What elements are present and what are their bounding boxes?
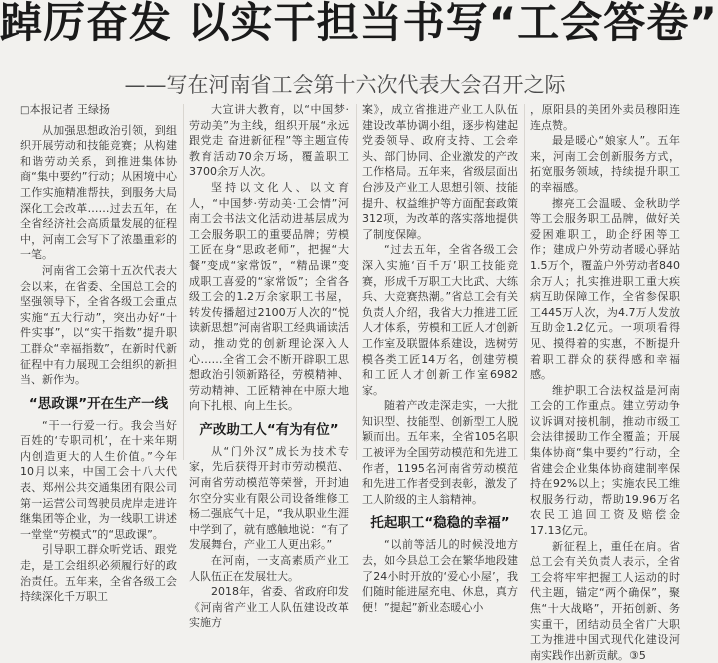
article-column-2 [189, 102, 349, 630]
paragraph: 随着产改走深走实，一大批知识型、技能型、创新型工人脱颖而出。五年来，全省105名职工被评为全国劳动模范和先进工作者，1195名河南省劳动模范和先进工作者受到表彰，激发了工人阶级的主人翁精神。 [362, 399, 518, 506]
paragraph: 2018年，省委、省政府印发《河南省产业工人队伍建设改革实施方 [189, 585, 349, 630]
paragraph: 引导职工群众听党话、跟党走，是工会组织必须履行好的政治责任。五年来，全省各级工会持续深化千万职工 [20, 543, 177, 604]
article-column-3 [362, 102, 518, 614]
section-heading: 产改助工人“有为有位” [199, 421, 339, 438]
paragraph: 案》，成立省推进产业工人队伍建设改革协调小组，逐步构建起党委领导、政府支持、工会牵头、部门协同、企业激发的产改工作格局。五年来，省级层面出台涉及产业工人思想引领、技能提升、权益维护等方面配套政策312项，为改革的落实落地提供了制度保障。 [362, 103, 518, 241]
paragraph: “过去五年，全省各级工会深入实施‘百千万’职工技能竞赛，形成千万职工大比武、大练兵、大竞赛热潮。”省总工会有关负责人介绍，我省大力推进工匠人才体系，劳模和工匠人才创新工作室及联盟体系建设，选树劳模各类工匠14万名，创建劳模和工匠人才创新工作室6982家。 [362, 243, 518, 397]
column-divider [183, 104, 184, 460]
byline-marker: □ [20, 105, 30, 116]
section-heading: “思政课”开在生产一线 [28, 395, 169, 412]
paragraph: 在河南，一支高素质产业工人队伍正在发展壮大。 [189, 554, 349, 583]
article-column-1 [20, 102, 177, 604]
paragraph: 河南省工会第十五次代表大会以来，在省委、全国总工会的坚强领导下，全省各级工会重点实施“五大行动”，突出办好“十件实事”，以“实干指数”提升职工群众“幸福指数”，在新时代新征程中有力展现工会组织的新担当、新作为。 [20, 263, 177, 387]
paragraph: 维护职工合法权益是河南工会的工作重点。建立劳动争议诉调对接机制，推动市级工会法律援助工作全覆盖；开展集体协商“集中要约”行动，全省建会企业集体协商建制率保持在92%以上；实施农民工维权服务行动，帮助19.96万名农民工追回工资及赔偿金17.13亿元。 [530, 383, 680, 538]
headline: 踔厉奋发 以实干担当书写“工会答卷” [0, 0, 718, 47]
column-divider [356, 104, 357, 460]
article-column-4 [530, 102, 680, 662]
paragraph: “干一行爱一行。我会当好百姓的‘专职司机’，在十来年期内创造更大的人生价值。”今年10月以来，中国工会十八大代表、郑州公共交通集团有限公司第一运营公司驾驶员虎岸走进许继集团等企业，为一线职工讲述一堂堂“劳模式”的“思政课”。 [20, 418, 177, 541]
byline-text: 本报记者 王绿扬 [29, 103, 110, 116]
paragraph: “以前等活儿的时候没地方去，如今县总工会在繁华地段建了24小时开放的‘爱心小屋’，我们随时能进屋充电、休息，真方便！”提起”新业态暖心小 [362, 538, 518, 614]
subheadline: ——写在河南省工会第十六次代表大会召开之际 [124, 73, 566, 97]
paragraph: ，原阳县的美团外卖员穆阳连连点赞。 [530, 103, 680, 132]
paragraph: 擦亮工会温暖、金秋助学等工会服务职工品牌，做好关爱困难职工，助企纾困等工作；建成户外劳动者暖心驿站1.5万个，覆盖户外劳动者840余万人；扎实推进职工重大疾病互助保障工作，全省参保职工445万人次，为4.7万人发放互助金1.2亿元。一项项看得见、摸得着的实惠，不断提升着职工群众的获得感和幸福感。 [530, 196, 680, 382]
paragraph: 从加强思想政治引领，到组织开展劳动和技能竞赛；从构建和谐劳动关系，到推进集体协商“集中要约”行动；从困境中心工作实施精准帮扶，到服务大局深化工会改革……过去五年，在全省经济社会高质量发展的征程中，河南工会写下了浓墨重彩的一笔。 [20, 123, 177, 262]
paragraph: 新征程上，重任在肩。省总工会有关负责人表示，全省工会将牢牢把握工人运动的时代主题，锚定“两个确保”，聚焦“十大战略”，开拓创新、务实重干，团结动员全省广大职工为推进中国式现代化建设河南实践作出新贡献。③5 [530, 539, 680, 662]
column-divider [524, 104, 525, 460]
section-heading: 托起职工“稳稳的幸福” [370, 515, 510, 532]
byline [20, 102, 177, 119]
paragraph: 从“门外汉”成长为技术专家，先后获得开封市劳动模范、河南省劳动模范等荣誉，开封迪尔空分实业有限公司设备维修工杨二强底气十足，“我从职业生涯中学到了，就有感触地说：“有了发展舞台，产业工人更出彩。” [189, 444, 349, 552]
paragraph: 坚持以文化人、以文育人，“中国梦·劳动美·工会情”河南工会书法文化活动进基层成为工会服务职工的重要品牌；劳模工匠在身“思政老师”，把握“大餐”变成“家常饭”，“精品课”变成职工喜爱的“家常饭”；全省各级工会的1.2万余家职工书屋，转发传播超过2100万人次的“悦读新思想”河南省职工经典诵读活动，推动党的创新理论深入人心……全省工会不断开辟职工思想政治引领新路径，劳模精神、劳动精神、工匠精神在中原大地向下扎根、向上生长。 [189, 180, 349, 413]
paragraph: 大宣讲大教育，以“中国梦·劳动美”为主线，组织开展“永远跟党走 奋进新征程”等主题宣传教育活动70余万场，覆盖职工3700余万人次。 [189, 103, 349, 179]
paragraph: 最是暖心“娘家人”。五年来，河南工会创新服务方式，拓宽服务领域，持续提升职工的幸福感。 [530, 134, 680, 194]
